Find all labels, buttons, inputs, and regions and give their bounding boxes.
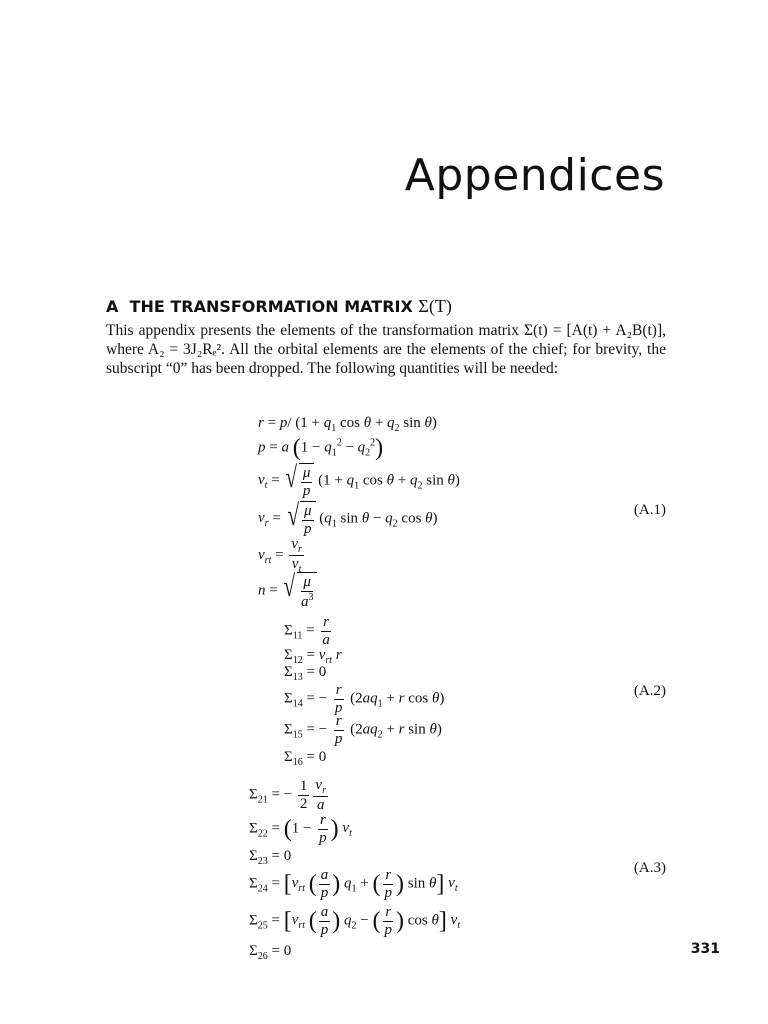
section-heading-text: THE TRANSFORMATION MATRIX <box>129 297 413 316</box>
eq-sigma16: $\Sigma_{16} = 0$ <box>284 749 327 768</box>
eq-n: n = √ $\frac{\mu}{a^3}$ <box>258 572 317 610</box>
equation-number-a1: (A.1) <box>633 502 666 518</box>
section-heading-symbol: Σ(T) <box>418 296 452 316</box>
eq-sigma11: $\Sigma_{11}$ = $\frac{r}{a}$ <box>284 614 330 648</box>
eq-vt: $v_t$ = √ $\frac{\mu}{p}$ ($1 + q_1$ $\cos \theta + q_2$ sin θ) <box>258 461 460 499</box>
eq-sigma25: $\Sigma_{25} = [v_{rt}$ ( $\frac{a}{p}$ ) $q_2$ − ( $\frac{r}{p}$ ) cos θ] $v_t$ <box>249 904 461 938</box>
eq-sigma13: $\Sigma_{13} = 0$ <box>284 664 327 683</box>
eq-sigma24: $\Sigma_{24} = [v_{rt}$ ( $\frac{a}{p}$ ) $q_1$ + ( $\frac{r}{p}$ ) sin θ] $v_t$ <box>249 867 458 901</box>
eq-sigma21: $\Sigma_{21}$ = − $\frac{1}{2}$ $\frac{v_r}{a}$ <box>249 777 326 813</box>
eq-sigma15: $\Sigma_{15}$ = − $\frac{r}{p}$ ($2aq_2 + r$ sin θ) <box>284 713 442 747</box>
eq-sigma14: $\Sigma_{14}$ = − $\frac{r}{p}$ ($2aq_1 + r$ cos θ) <box>284 682 445 716</box>
eq-p: p = a $(1 - q_1^2 - q_2^2)$ <box>258 435 384 461</box>
intro-paragraph: This appendix presents the elements of the transformation matrix Σ(t) = [A(t) + A₂B(t)], where A₂ = 3J₂Rₑ². All the orbital elements are the elements of the chief; for brevity, the subscript “0” has been dropped. The following quantities will be needed: <box>106 322 666 377</box>
eq-sigma22: $\Sigma_{22} = (1$ − $\frac{r}{p}$ ) $v_t$ <box>249 812 352 846</box>
eq-sigma12: $\Sigma_{12} = v_{rt}$ r <box>284 647 342 666</box>
page-number: 331 <box>690 941 720 957</box>
eq-vr: $v_r$ = √ $\frac{\mu}{p}$ ($q_1$ $\sin \theta - q_2$ cos θ) <box>258 499 438 537</box>
eq-sigma26: $\Sigma_{26} = 0$ <box>249 943 292 962</box>
section-letter: A <box>106 297 119 316</box>
eq-vrt: $v_{rt}$ = $\frac{v_r}{v_t}$ <box>258 536 302 575</box>
section-heading <box>106 296 452 317</box>
eq-sigma23: $\Sigma_{23} = 0$ <box>249 848 292 867</box>
chapter-title: Appendices <box>404 150 665 201</box>
equation-number-a2: (A.2) <box>633 683 666 699</box>
eq-r: r = p/ ($1 + q_1$ $\cos \theta + q_2$ sin θ) <box>258 415 437 434</box>
equation-number-a3: (A.3) <box>633 860 666 876</box>
